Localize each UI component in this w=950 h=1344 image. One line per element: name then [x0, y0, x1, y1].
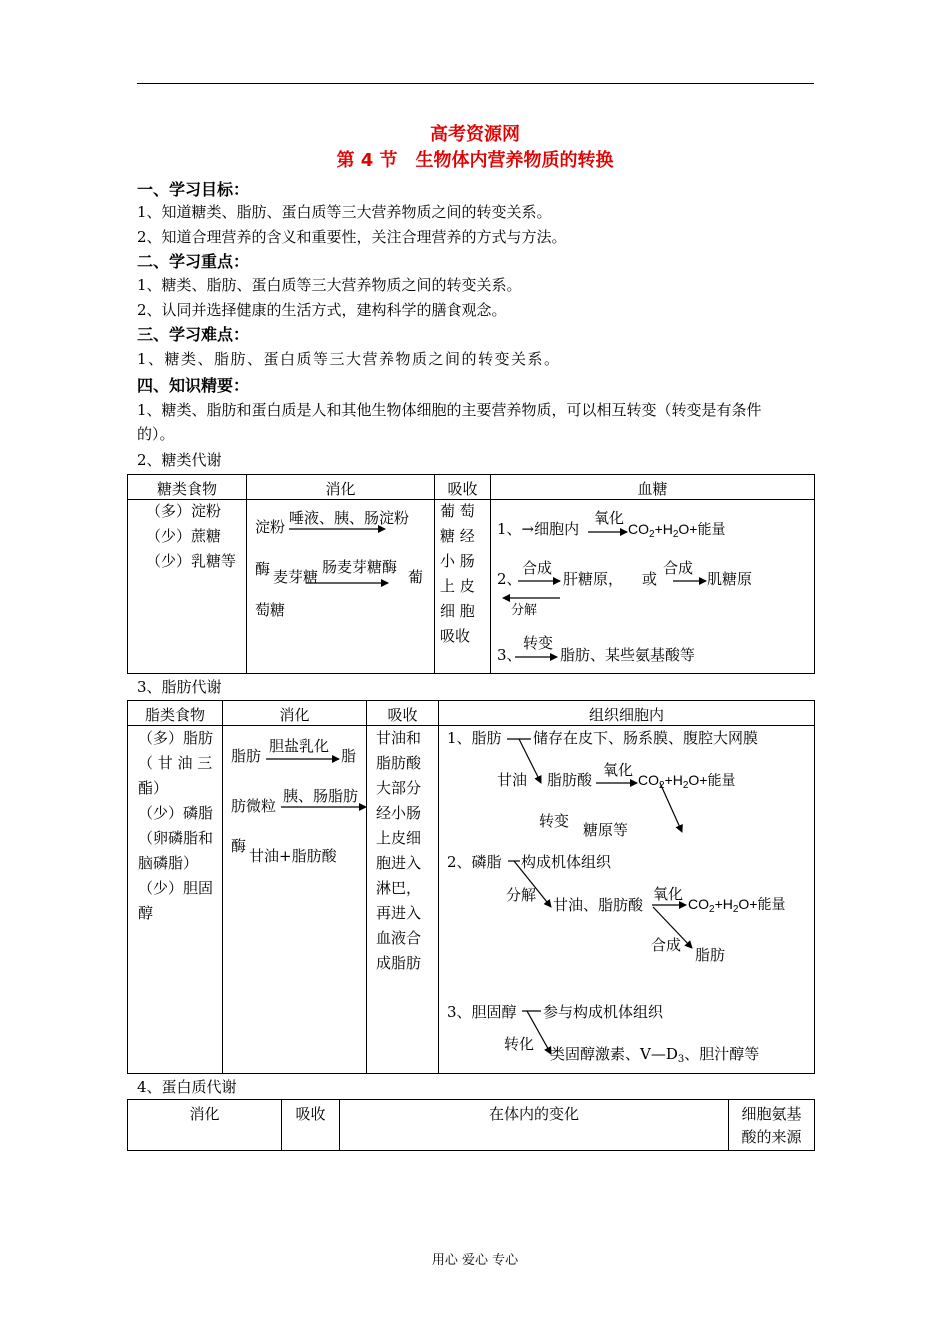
- products-label: 甘油+脂肪酸: [249, 847, 337, 865]
- fat-food: （卵磷脂和: [138, 829, 214, 847]
- blood-r3: 3、: [497, 646, 522, 664]
- lipase-label: 胰、肠脂肪: [283, 787, 359, 805]
- fat-absorb-line: 胞进入: [376, 854, 422, 872]
- fat-aminoacid-label: 脂肪、某些氨基酸等: [560, 646, 696, 664]
- section-1-title: 一、学习目标：: [137, 180, 250, 199]
- enzyme-tail: 酶: [231, 837, 247, 855]
- absorb-line: 糖 经: [440, 527, 475, 545]
- fat-caption: 3、脂肪代谢: [137, 678, 222, 696]
- section-4-paragraph-cont: 的）。: [137, 425, 175, 443]
- starch-label: 淀粉: [255, 518, 286, 536]
- convert-label: 转变: [539, 812, 570, 830]
- absorb-line: 上 皮: [440, 577, 475, 595]
- protein-header-digest: 消化: [128, 1100, 282, 1151]
- oxidation-label: 氧化: [603, 761, 634, 779]
- oxidation-label: 氧化: [594, 509, 625, 527]
- protein-header-source-line1: 细胞氨基: [741, 1105, 802, 1123]
- bile-label: 胆盐乳化: [269, 737, 330, 755]
- decompose-label: 分解: [506, 886, 537, 904]
- enzyme-tail: 酶: [255, 560, 271, 578]
- section-2-item: 1、糖类、脂肪、蛋白质等三大营养物质之间的转变关系。: [137, 276, 522, 294]
- fat-absorb-line: 经小肠: [376, 804, 422, 822]
- blood-r1: 1、→细胞内: [497, 520, 580, 538]
- absorb-line: 细 胞: [440, 602, 475, 620]
- page-footer: 用心 爱心 专心: [431, 1253, 519, 1268]
- or-label: 或: [642, 570, 658, 588]
- fat-absorb-line: 甘油和: [376, 729, 422, 747]
- section-1-item: 2、知道合理营养的含义和重要性，关注合理营养的方式与方法。: [137, 228, 567, 246]
- convert-label: 转变: [523, 634, 554, 652]
- fat-header-food: 脂类食物: [128, 701, 223, 726]
- fat-label: 脂肪: [231, 747, 262, 765]
- fat-absorb-line: 血液合: [376, 929, 422, 947]
- fat-header-cell: 组织细胞内: [439, 701, 815, 726]
- glycerol-fatty-label: 甘油、脂肪酸: [553, 896, 644, 914]
- protein-header-change: 在体内的变化: [340, 1100, 729, 1151]
- fat-food: 醇: [138, 904, 154, 922]
- section-2-item: 2、认同并选择健康的生活方式，建构科学的膳食观念。: [137, 301, 507, 319]
- section-2-title: 二、学习重点：: [137, 252, 250, 271]
- absorb-line: 葡 萄: [440, 502, 475, 520]
- section-4-paragraph: 1、糖类、脂肪和蛋白质是人和其他生物体细胞的主要营养物质，可以相互转变（转变是有条件: [137, 401, 762, 419]
- steroid-label: 类固醇激素、$V—D_3$、胆汁醇等: [550, 1045, 760, 1065]
- enzyme-label: 唾液、胰、肠淀粉: [289, 509, 410, 527]
- fat-food: 酯）: [138, 779, 169, 797]
- sugar-food: （少）乳糖等: [146, 552, 237, 570]
- synthesis-label: 合成: [522, 559, 553, 577]
- synthesis-label-2: 合成: [663, 559, 694, 577]
- absorb-line: 吸收: [440, 627, 471, 645]
- absorb-line: 小 肠: [440, 552, 475, 570]
- glucose-label: 葡: [408, 568, 424, 586]
- sugar-header-food: 糖类食物: [128, 475, 247, 500]
- micelle-label: 肪微粒: [231, 797, 277, 815]
- site-title: 高考资源网: [430, 124, 520, 145]
- fat-food: （ 甘 油 三: [138, 754, 213, 772]
- sugar-food: （多）淀粉: [146, 502, 222, 520]
- phospholipid-item: 2、磷脂: [447, 853, 502, 871]
- fatty-acid-label: 脂肪酸: [547, 771, 593, 789]
- synthesis-label: 合成: [651, 936, 682, 954]
- fat-absorb-line: 再进入: [376, 904, 422, 922]
- protein-caption: 4、蛋白质代谢: [137, 1078, 237, 1096]
- arrow-synthesis-fat: [653, 907, 692, 948]
- co2-formula: $CO_2+H_2O+$能量: [628, 521, 726, 540]
- liver-glycogen: 肝糖原，: [563, 570, 624, 588]
- maltose-label: 麦芽糖: [273, 568, 319, 586]
- sugar-food: （少）蔗糖: [146, 527, 222, 545]
- enzyme-label-2: 肠麦芽糖酶: [322, 558, 398, 576]
- fat-header-digest: 消化: [223, 701, 367, 726]
- fat-food: 脑磷脂）: [138, 854, 199, 872]
- section-4-title: 四、知识精要：: [137, 376, 250, 395]
- sugar-header-absorb: 吸收: [435, 475, 491, 500]
- cholesterol-item: 3、胆固醇: [447, 1003, 517, 1021]
- glycogen-label: 糖原等: [583, 821, 629, 839]
- fat-food: （多）脂肪: [138, 729, 214, 747]
- section-1-item: 1、知道糖类、脂肪、蛋白质等三大营养物质之间的转变关系。: [137, 203, 552, 221]
- sugar-header-blood: 血糖: [491, 475, 815, 500]
- fat-item-1: 1、脂肪: [447, 729, 502, 747]
- section-3-item: 1、糖类、脂肪、蛋白质等三大营养物质之间的转变关系。: [137, 350, 561, 368]
- fat-food: （少）磷脂: [138, 804, 214, 822]
- protein-header-absorb: 吸收: [282, 1100, 340, 1151]
- fat-absorb-line: 成脂肪: [376, 954, 422, 972]
- sugar-caption: 2、糖类代谢: [137, 451, 222, 469]
- fat-absorb-line: 淋巴，: [376, 879, 422, 897]
- sugar-header-digest: 消化: [247, 475, 435, 500]
- decomposition-label: 分解: [511, 603, 538, 618]
- co2-formula: $CO_2+H_2O+$能量: [638, 772, 736, 791]
- oxidation-label-2: 氧化: [653, 885, 684, 903]
- blood-r2: 2、: [497, 570, 522, 588]
- arrow-to-glycogen: [660, 783, 682, 832]
- co2-formula-2: $CO_2+H_2O+$能量: [688, 896, 786, 915]
- transform-label: 转化: [504, 1035, 535, 1053]
- build-tissue-label: 构成机体组织: [521, 853, 612, 871]
- protein-header-source-line2: 酸的来源: [741, 1128, 802, 1146]
- arrow-to-fatty: [519, 739, 541, 783]
- fat-absorb-line: 脂肪酸: [376, 754, 422, 772]
- fat-food: （少）胆固: [138, 879, 214, 897]
- arrow-transform: [527, 1011, 551, 1054]
- glycerol-label: 甘油: [497, 771, 528, 789]
- fat-storage: 储存在皮下、肠系膜、腹腔大网膜: [533, 729, 759, 747]
- fat-header-absorb: 吸收: [367, 701, 439, 726]
- arrow-phospho-decompose: [514, 861, 551, 907]
- section-3-title: 三、学习难点：: [137, 325, 250, 344]
- fat-label-2: 脂: [341, 747, 357, 765]
- page-title: 第 4 节 生物体内营养物质的转换: [336, 150, 614, 171]
- muscle-glycogen: 肌糖原: [707, 570, 753, 588]
- participate-label: 参与构成机体组织: [543, 1003, 664, 1021]
- fat-absorb-line: 上皮细: [376, 829, 422, 847]
- fat-absorb-line: 大部分: [376, 779, 422, 797]
- glucose-label-cont: 萄糖: [255, 601, 286, 619]
- fat-result-label: 脂肪: [695, 946, 726, 964]
